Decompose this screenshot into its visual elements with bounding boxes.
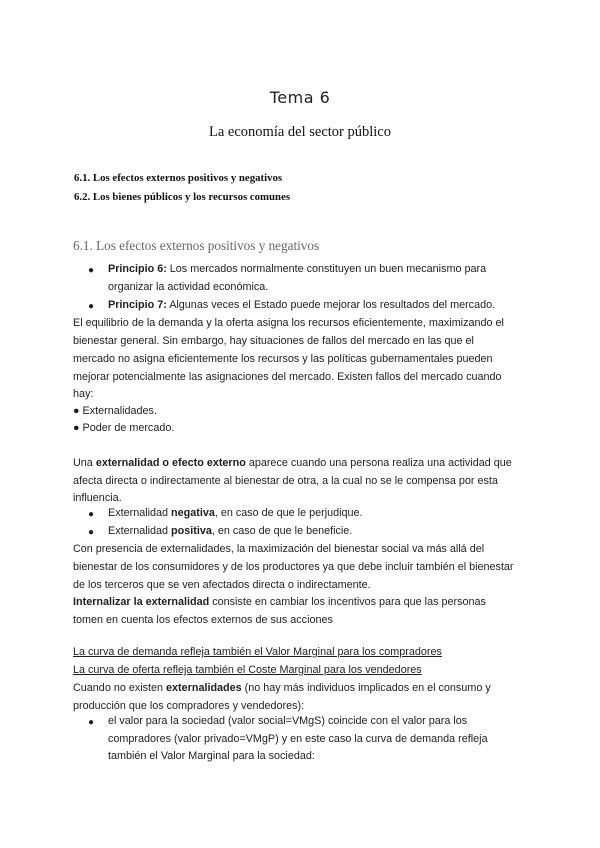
bullet-line: el valor para la sociedad (valor social=VMgS) coincide con el valor para los	[108, 715, 468, 727]
text: Una	[73, 457, 96, 469]
term-externalidad: externalidad o efecto externo	[95, 457, 246, 469]
list-item-poder-mercado: ● Poder de mercado.	[73, 422, 175, 434]
bullet-icon: ●	[88, 509, 95, 520]
paragraph-line: tomen en cuenta los efectos externos de sus acciones	[73, 614, 333, 626]
text: Cuando no existen	[73, 682, 167, 694]
bullet-line: también el Valor Marginal para la sociedad:	[108, 750, 315, 762]
paragraph-line: influencia.	[73, 492, 122, 504]
principle-text: Algunas veces el Estado puede mejorar los resultados del mercado.	[166, 299, 496, 311]
toc-item-2: 6.2. Los bienes públicos y los recursos comunes	[74, 191, 291, 203]
paragraph-line: producción que los compradores y vendedores):	[73, 700, 305, 712]
bullet-icon: ●	[88, 717, 95, 728]
term: negativa	[171, 507, 215, 519]
term: positiva	[171, 525, 212, 537]
bullet-line: compradores (valor privado=VMgP) y en este caso la curva de demanda refleja	[108, 733, 488, 745]
principle-label: Principio 7:	[108, 299, 167, 311]
bullet-icon: ●	[88, 527, 95, 538]
paragraph-line	[73, 593, 486, 611]
bullet-icon: ●	[88, 301, 95, 312]
paragraph-line: mejorar potencialmente las asignaciones del mercado. Existen fallos del mercado cuando	[73, 371, 502, 383]
text: , en caso de que le perjudique.	[214, 507, 363, 519]
term-externalidades: externalidades	[166, 682, 242, 694]
text: aparece cuando una persona realiza una actividad que	[245, 457, 512, 469]
principle-7	[108, 299, 495, 311]
paragraph-line: bienestar general. Sin embargo, hay situaciones de fallos del mercado en las que el	[73, 335, 474, 347]
paragraph-line: mercado no asigna eficientemente los recursos y las políticas gubernamentales pueden	[73, 353, 493, 365]
toc-item-1: 6.1. Los efectos externos positivos y negativos	[74, 172, 283, 184]
underlined-line: La curva de oferta refleja también el Coste Marginal para los vendedores	[73, 664, 422, 676]
principle-label: Principio 6:	[108, 263, 167, 275]
page-title: Tema 6	[269, 88, 331, 107]
text: Externalidad	[108, 525, 172, 537]
principle-6	[108, 263, 486, 275]
principle-6-cont: organizar la actividad económica.	[108, 281, 269, 293]
bullet-icon: ●	[88, 265, 95, 276]
section-heading: 6.1. Los efectos externos positivos y negativos	[73, 238, 320, 253]
text: Externalidad	[108, 507, 172, 519]
text: , en caso de que le beneficie.	[211, 525, 353, 537]
term-internalizar: Internalizar la externalidad	[73, 596, 210, 608]
externality-negative	[108, 507, 363, 519]
list-item-externalidades: ● Externalidades.	[73, 405, 157, 417]
paragraph-line: de los terceros que se ven afectados directa o indirectamente.	[73, 579, 371, 591]
externality-positive	[108, 525, 352, 537]
paragraph-line: afecta directa o indirectamente al bienestar de otra, a la cual no se le compensa por esta	[73, 475, 498, 487]
underlined-line: La curva de demanda refleja también el Valor Marginal para los compradores	[73, 646, 442, 658]
paragraph-line: bienestar de los consumidores y de los productores ya que debe incluir también el bienestar	[73, 561, 514, 573]
paragraph-line: Con presencia de externalidades, la maximización del bienestar social va más allá del	[73, 543, 485, 555]
page-subtitle: La economía del sector público	[209, 124, 391, 140]
paragraph-line: El equilibrio de la demanda y la oferta asigna los recursos eficientemente, maximizando el	[73, 317, 504, 329]
paragraph-line	[73, 679, 491, 697]
principle-text: Los mercados normalmente constituyen un buen mecanismo para	[166, 263, 487, 275]
text: consiste en cambiar los incentivos para que las personas	[209, 596, 486, 608]
text: (no hay más individuos implicados en el consumo y	[241, 682, 491, 694]
paragraph-line	[73, 454, 512, 472]
paragraph-line: hay:	[73, 388, 94, 400]
